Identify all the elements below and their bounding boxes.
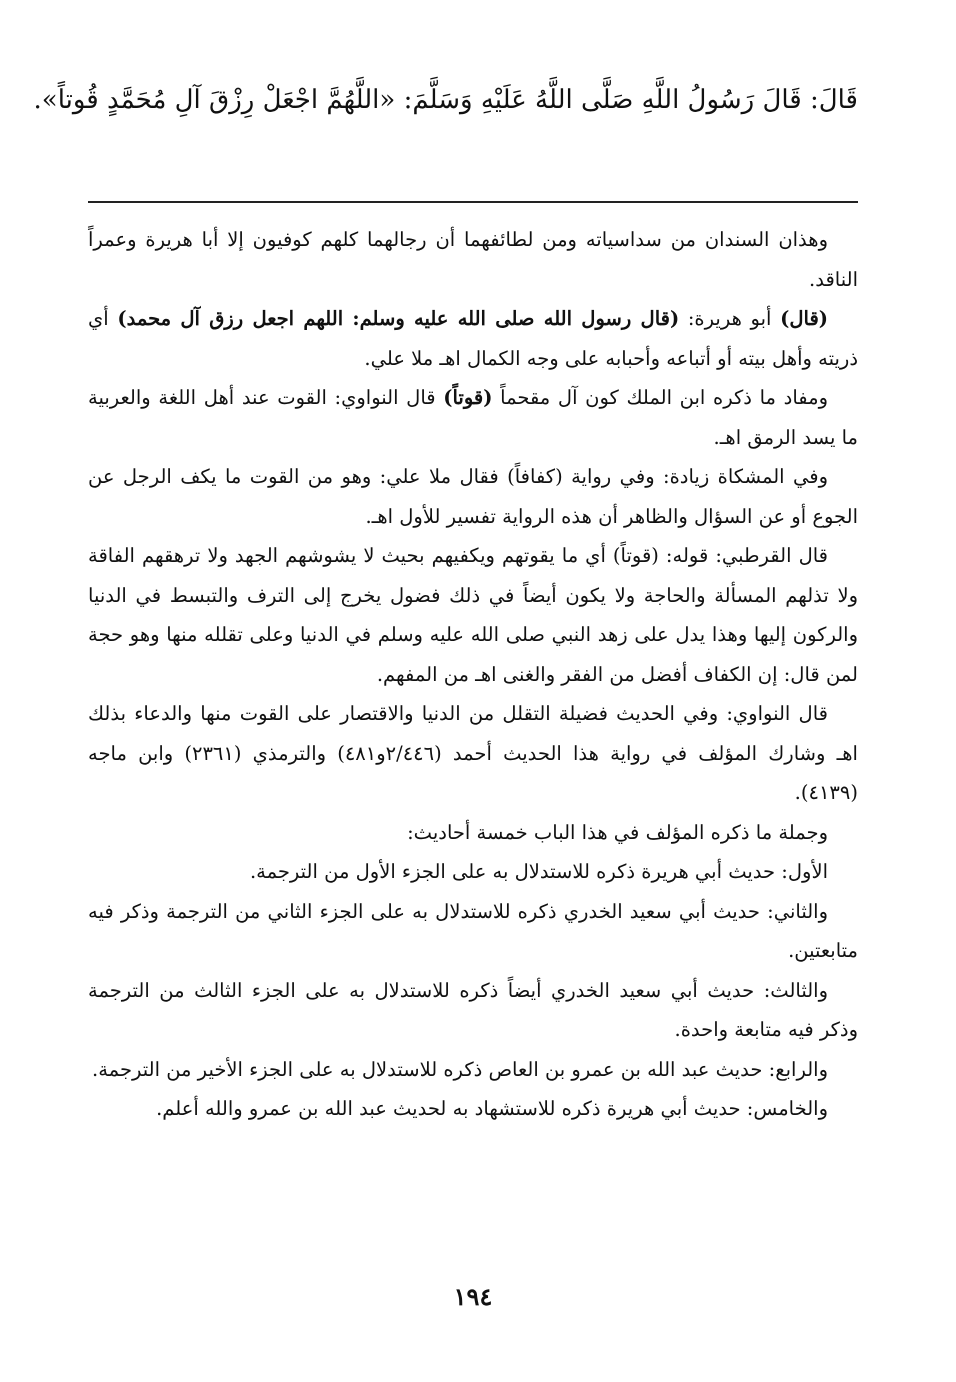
commentary-paragraph-fifth: والخامس: حديث أبي هريرة ذكره للاستشهاد به لحديث عبد الله بن عمرو والله أعلم. — [156, 1097, 828, 1120]
text-span: أي ذريته وأهل بيته أو أتباعه وأحبابه على وجه الكمال اهـ ملا علي. — [88, 307, 858, 370]
footnote-divider — [88, 201, 858, 203]
text-span: أبو هريرة: — [679, 307, 781, 330]
book-page — [33, 60, 858, 1360]
commentary-paragraph-fourth: والرابع: حديث عبد الله بن عمرو بن العاص ذكره للاستدلال به على الجزء الأخير من الترجمة. — [92, 1057, 828, 1081]
commentary-paragraph-second: والثاني: حديث أبي سعيد الخدري ذكره للاستدلال به على الجزء الثاني من الترجمة وذكر فيه متابعتين. — [88, 899, 858, 962]
commentary-paragraph-first: الأول: حديث أبي هريرة ذكره للاستدلال به على الجزء الأول من الترجمة. — [249, 860, 828, 883]
commentary-paragraph-summary: وجملة ما ذكره المؤلف في هذا الباب خمسة أحاديث: — [407, 820, 828, 844]
page-number: ١٩٤ — [453, 1282, 493, 1311]
bold-phrase-hadith: (قال رسول الله صلى الله عليه وسلم: اللهم اجعل رزق آل محمد) — [117, 307, 680, 330]
text-span: قال النواوي: القوت عند أهل اللغة والعربية ما يسد الرمق اهـ. — [88, 386, 858, 449]
commentary-paragraph-mishkat: وفي المشكاة زيادة: وفي رواية (كفافاً) فقال ملا علي: وهو من القوت ما يكف الرجل عن الجوع أو عن السؤال والظاهر أن هذه الرواية تفسير للأول اهـ. — [88, 465, 858, 528]
text-span: ومفاد ما ذكره ابن الملك كون آل مقحماً — [492, 386, 828, 409]
commentary-paragraph-isnad: وهذان السندان من سداسياته ومن لطائفهما أن رجالهما كلهم كوفيون إلا أبا هريرة وعمراً الناقد. — [88, 228, 858, 291]
bold-phrase-qutan: (قوتاً) — [443, 386, 493, 409]
commentary-paragraph-third: والثالث: حديث أبي سعيد الخدري أيضاً ذكره للاستدلال به على الجزء الثالث من الترجمة وذكر فيه متابعة واحدة. — [88, 978, 858, 1041]
commentary-paragraph-qala — [88, 299, 858, 378]
commentary-paragraph-qutan — [88, 378, 858, 457]
commentary-block — [88, 220, 858, 1129]
commentary-paragraph-nawawi: قال النواوي: وفي الحديث فضيلة التقلل من الدنيا والاقتصار على القوت منها والدعاء بذلك اهـ وشارك المؤلف في رواية هذا الحديث أحمد (٢/٤٤٦و٤٨١) والترمذي (٢٣٦١) وابن ماجه (٤١٣٩). — [88, 702, 858, 804]
bold-phrase-qala: (قال) — [780, 307, 829, 330]
hadith-text: قَالَ: قَالَ رَسُولُ اللَّهِ صَلَّى اللَّهُ عَلَيْهِ وَسَلَّمَ: «اللَّهُمَّ اجْعَلْ رِزْقَ آلِ مُحَمَّدٍ قُوتاً». — [33, 85, 858, 115]
commentary-paragraph-qurtubi: قال القرطبي: قوله: (قوتاً) أي ما يقوتهم ويكفيهم بحيث لا يشوشهم الجهد ولا ترهقهم الفاقة ولا تذلهم المسألة والحاجة ولا يكون أيضاً في ذلك فضول يخرج إلى الترف والتبسط في الدنيا والركون إليها وهذا يدل على زهد النبي صلى الله عليه وسلم في الدنيا وعلى تقلله منها وهو حجة لمن قال: إن الكفاف أفضل من الفقر والغنى اهـ من المفهم. — [88, 544, 858, 686]
